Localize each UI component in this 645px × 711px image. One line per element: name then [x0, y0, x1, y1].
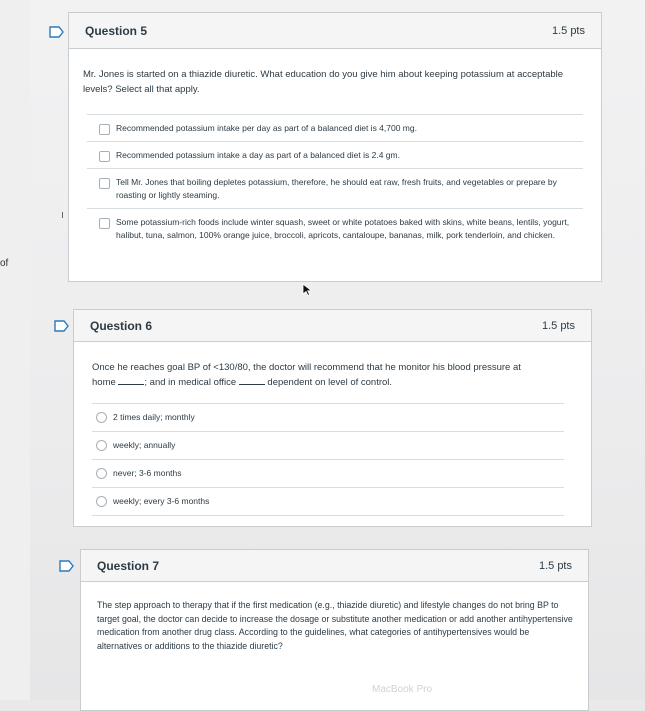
answer-option[interactable] [87, 141, 583, 168]
margin-tick [62, 212, 63, 218]
answer-label: never; 3-6 months [113, 468, 182, 478]
question-7-header [81, 550, 588, 582]
question-points: 1.5 pts [541, 319, 575, 332]
question-5-header [69, 13, 601, 49]
question-prompt: Mr. Jones is started on a thiazide diuretic. What education do you give him about keeping potassium at acceptable levels? Select all that apply. [83, 69, 564, 95]
question-prompt: The step approach to therapy that if the first medication (e.g., thiazide diuretic) and lifestyle changes do not bring BP to target goal, the doctor can decide to increase the dosage or substitute another medication or add another antihypertensive medication from another drug class. According to the guidelines, what categories of antihypertensives would be alternatives or additions to the thiazide diuretic? [97, 600, 573, 651]
question-6-card [73, 309, 592, 527]
answer-option[interactable] [87, 114, 583, 141]
checkbox[interactable] [99, 218, 110, 229]
flag-question-6-icon[interactable] [54, 320, 70, 332]
device-watermark: MacBook Pro [372, 684, 433, 695]
prompt-text: home [92, 377, 116, 388]
question-5-card [68, 12, 602, 282]
question-prompt [92, 360, 562, 390]
answer-option[interactable] [92, 459, 564, 487]
answer-label: weekly; annually [113, 440, 176, 450]
radio-button[interactable] [96, 468, 107, 479]
left-margin [0, 0, 30, 700]
checkbox[interactable] [99, 178, 110, 189]
answer-label: Recommended potassium intake per day as part of a balanced diet is 4,700 mg. [116, 123, 417, 133]
answer-list [87, 114, 583, 248]
question-7-card [80, 549, 589, 711]
question-title: Question 6 [90, 318, 153, 333]
checkbox[interactable] [99, 151, 110, 162]
prompt-text: dependent on level of control. [267, 377, 393, 388]
fill-blank-office [239, 375, 265, 385]
checkbox[interactable] [99, 124, 110, 135]
question-title: Question 7 [97, 558, 160, 573]
radio-button[interactable] [96, 496, 107, 507]
answer-label: 2 times daily; monthly [113, 412, 195, 422]
answer-option[interactable] [92, 403, 564, 431]
answer-list [92, 403, 564, 516]
fill-blank-home [118, 375, 144, 385]
answer-label: Recommended potassium intake a day as part of a balanced diet is 2.4 gm. [116, 150, 400, 160]
question-points: 1.5 pts [551, 24, 585, 37]
answer-option[interactable] [87, 208, 583, 248]
flag-question-5-icon[interactable] [49, 26, 65, 38]
answer-option[interactable] [87, 168, 583, 208]
page-of-label: of [0, 258, 9, 269]
answer-option[interactable] [92, 487, 564, 516]
question-title: Question 5 [85, 23, 148, 38]
question-6-header [74, 310, 591, 342]
answer-label: Some potassium-rich foods include winter squash, sweet or white potatoes baked with skins, white beans, lentils, yogurt, halibut, tuna, salmon, 100% orange juice, broccoli, apricots, cantaloupe, bananas, milk, pork tenderloin, and chicken. [116, 217, 570, 240]
mouse-cursor-icon [302, 283, 313, 301]
question-points: 1.5 pts [538, 559, 572, 572]
radio-button[interactable] [96, 440, 107, 451]
answer-label: weekly; every 3-6 months [113, 496, 210, 506]
prompt-text: Once he reaches goal BP of <130/80, the doctor will recommend that he monitor his blood pressure at [92, 362, 521, 373]
prompt-text: ; and in medical office [144, 377, 237, 388]
answer-label: Tell Mr. Jones that boiling depletes potassium, therefore, he should eat raw, fresh fruits, and vegetables or prepare by roasting or lightly steaming. [116, 177, 557, 200]
radio-button[interactable] [96, 412, 107, 423]
answer-option[interactable] [92, 431, 564, 459]
flag-question-7-icon[interactable] [59, 560, 75, 572]
